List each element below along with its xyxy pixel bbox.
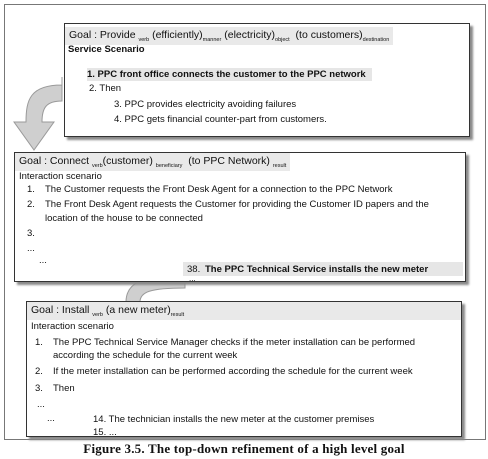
role-manner: manner	[202, 37, 222, 43]
step-text: location of the house to be connected	[45, 213, 203, 224]
role-destination: destination	[362, 37, 390, 43]
scenario-step: 2. Then	[89, 83, 122, 94]
role-verb: verb	[138, 37, 150, 43]
scenario-heading: Interaction scenario	[19, 171, 102, 182]
ellipsis: ...	[189, 274, 196, 283]
step-number: 1.	[35, 337, 43, 348]
scenario-step: 14. The technician installs the new meter at the customer premises	[93, 414, 375, 425]
goal-connect	[15, 153, 290, 171]
scenario-step: 15. ...	[93, 427, 117, 438]
step-text: If the meter installation can be performed according the schedule for the current week	[53, 366, 413, 377]
step-text: The Front Desk Agent requests the Customer for providing the Customer ID papers and the	[45, 199, 429, 210]
step-number: 38.	[187, 264, 201, 275]
role-beneficiary: beneficiary	[155, 163, 183, 169]
figure-caption: Figure 3.5. The top-down refinement of a high level goal	[83, 441, 405, 456]
scenario-step: 1. PPC front office connects the customer to the PPC network	[87, 68, 372, 81]
goal-verb: Goal : Connect	[19, 155, 90, 167]
role-result: result	[272, 163, 287, 169]
role-object: object	[275, 37, 290, 43]
goal-param: (a new meter)	[105, 304, 171, 316]
scenario-step: 4. PPC gets financial counter-part from customers.	[114, 114, 327, 125]
ellipsis: ...	[37, 399, 45, 410]
role-result: result	[170, 312, 185, 318]
ellipsis: ...	[47, 413, 55, 424]
goal-install	[27, 302, 461, 320]
goal-param: (customer)	[102, 155, 153, 167]
connect-interaction-box	[14, 152, 466, 282]
step-number: 3.	[27, 228, 35, 239]
step-number: 3.	[35, 383, 43, 394]
goal-verb: Goal : Install	[31, 304, 90, 316]
step-number: 2.	[35, 366, 43, 377]
step-number: 2.	[27, 199, 35, 210]
role-verb: verb	[92, 312, 103, 318]
scenario-step: 3. PPC provides electricity avoiding failures	[114, 99, 297, 110]
service-scenario-box	[64, 23, 470, 137]
scenario-heading: Service Scenario	[68, 44, 145, 55]
install-interaction-box	[26, 301, 462, 437]
step-text: according the schedule for the current week	[53, 350, 238, 361]
step-text: The Customer requests the Front Desk Agent for a connection to the PPC Network	[45, 184, 393, 195]
ellipsis: ...	[39, 255, 47, 266]
goal-param: (to customers)	[295, 29, 363, 41]
goal-param: (to PPC Network)	[188, 155, 270, 167]
ellipsis: ...	[27, 243, 35, 254]
goal-verb: Goal : Provide	[69, 29, 136, 41]
goal-param: (efficiently)	[152, 29, 203, 41]
step-text: The PPC Technical Service installs the new meter	[205, 264, 429, 275]
step-text: Then	[53, 383, 75, 394]
step-text: The PPC Technical Service Manager checks if the meter installation can be performed	[53, 337, 416, 348]
role-verb: verb	[91, 163, 103, 169]
step-number: 1.	[27, 184, 35, 195]
goal-param: (electricity)	[224, 29, 276, 41]
scenario-heading: Interaction scenario	[31, 321, 114, 332]
